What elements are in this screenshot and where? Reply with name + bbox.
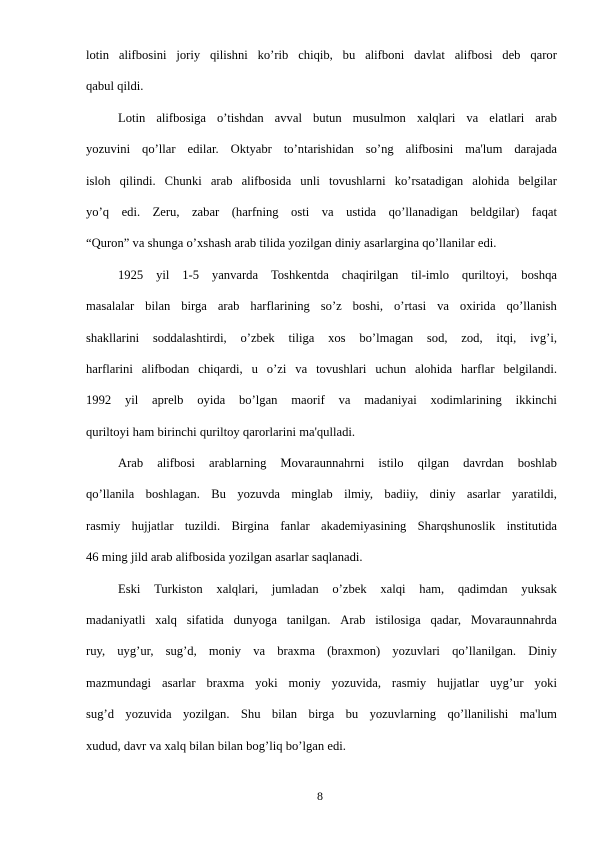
page-number: 8 [317, 789, 323, 803]
text-line: 1992 yil aprelb oyida bo’lgan maorif va madaniyai xodimlarining ikkinchi [86, 393, 557, 408]
text-line: yo’q edi. Zeru, zabar (harfning osti va ustida qo’llanadigan beldgilar) faqat [86, 204, 557, 219]
text-line: Eski Turkiston xalqlari, jumladan o’zbek xalqi ham, qadimdan yuksak [118, 581, 557, 596]
text-line: qabul qildi. [86, 79, 144, 94]
text-line: mazmundagi asarlar braxma yoki moniy yozuvida, rasmiy hujjatlar uyg’ur yoki [86, 675, 557, 690]
text-line: “Quron” va shunga o’xshash arab tilida yozilgan diniy asarlargina qo’llanilar edi. [86, 236, 497, 251]
text-line: xudud, davr va xalq bilan bilan bog’liq bo’lgan edi. [86, 738, 346, 753]
text-line: Lotin alifbosiga o’tishdan avval butun musulmon xalqlari va elatlari arab [118, 110, 557, 125]
paragraph [86, 260, 557, 448]
document-page [86, 40, 557, 762]
paragraph [86, 103, 557, 260]
text-line: lotin alifbosini joriy qilishni ko’rib chiqib, bu alifboni davlat alifbosi deb qaror [86, 48, 557, 62]
text-line: quriltoyi ham birinchi quriltoy qarorlarini ma'qulladi. [86, 424, 356, 439]
text-line: 46 ming jild arab alifbosida yozilgan asarlar saqlanadi. [86, 550, 363, 565]
text-line: rasmiy hujjatlar tuzildi. Birgina fanlar akademiyasining Sharqshunoslik institutida [86, 518, 557, 533]
text-line: Arab alifbosi arablarning Movaraunnahrni istilo qilgan davrdan boshlab [118, 456, 557, 471]
text-line: harflarini alifbodan chiqardi, u o’zi va tovushlari uchun alohida harflar belgilandi. [86, 361, 557, 376]
paragraph [86, 574, 557, 762]
text-line: sug’d yozuvida yozilgan. Shu bilan birga bu yozuvlarning qo’llanilishi ma'lum [86, 707, 557, 722]
text-line: 1925 yil 1-5 yanvarda Toshkentda chaqirilgan til-imlo quriltoyi, boshqa [118, 267, 557, 282]
text-line: madaniyatli xalq sifatida dunyoga tanilgan. Arab istilosiga qadar, Movaraunnahrda [86, 613, 557, 628]
paragraph [86, 448, 557, 574]
text-line: masalalar bilan birga arab harflarining so’z boshi, o’rtasi va oxirida qo’llanish [86, 299, 557, 314]
text-line: shakllarini soddalashtirdi, o’zbek tiliga xos bo’lmagan sod, zod, itqi, ivg’i, [86, 330, 557, 345]
text-line: isloh qilindi. Chunki arab alifbosida unli tovushlarni ko’rsatadigan alohida belgilar [86, 173, 557, 188]
paragraph [86, 40, 557, 103]
text-line: yozuvini qo’llar edilar. Oktyabr to’ntarishidan so’ng alifbosini ma'lum darajada [86, 142, 557, 157]
text-line: ruy, uyg’ur, sug’d, moniy va braxma (braxmon) yozuvlari qo’llanilgan. Diniy [86, 644, 557, 659]
text-line: qo’llanila boshlagan. Bu yozuvda minglab ilmiy, badiiy, diniy asarlar yaratildi, [86, 487, 557, 502]
